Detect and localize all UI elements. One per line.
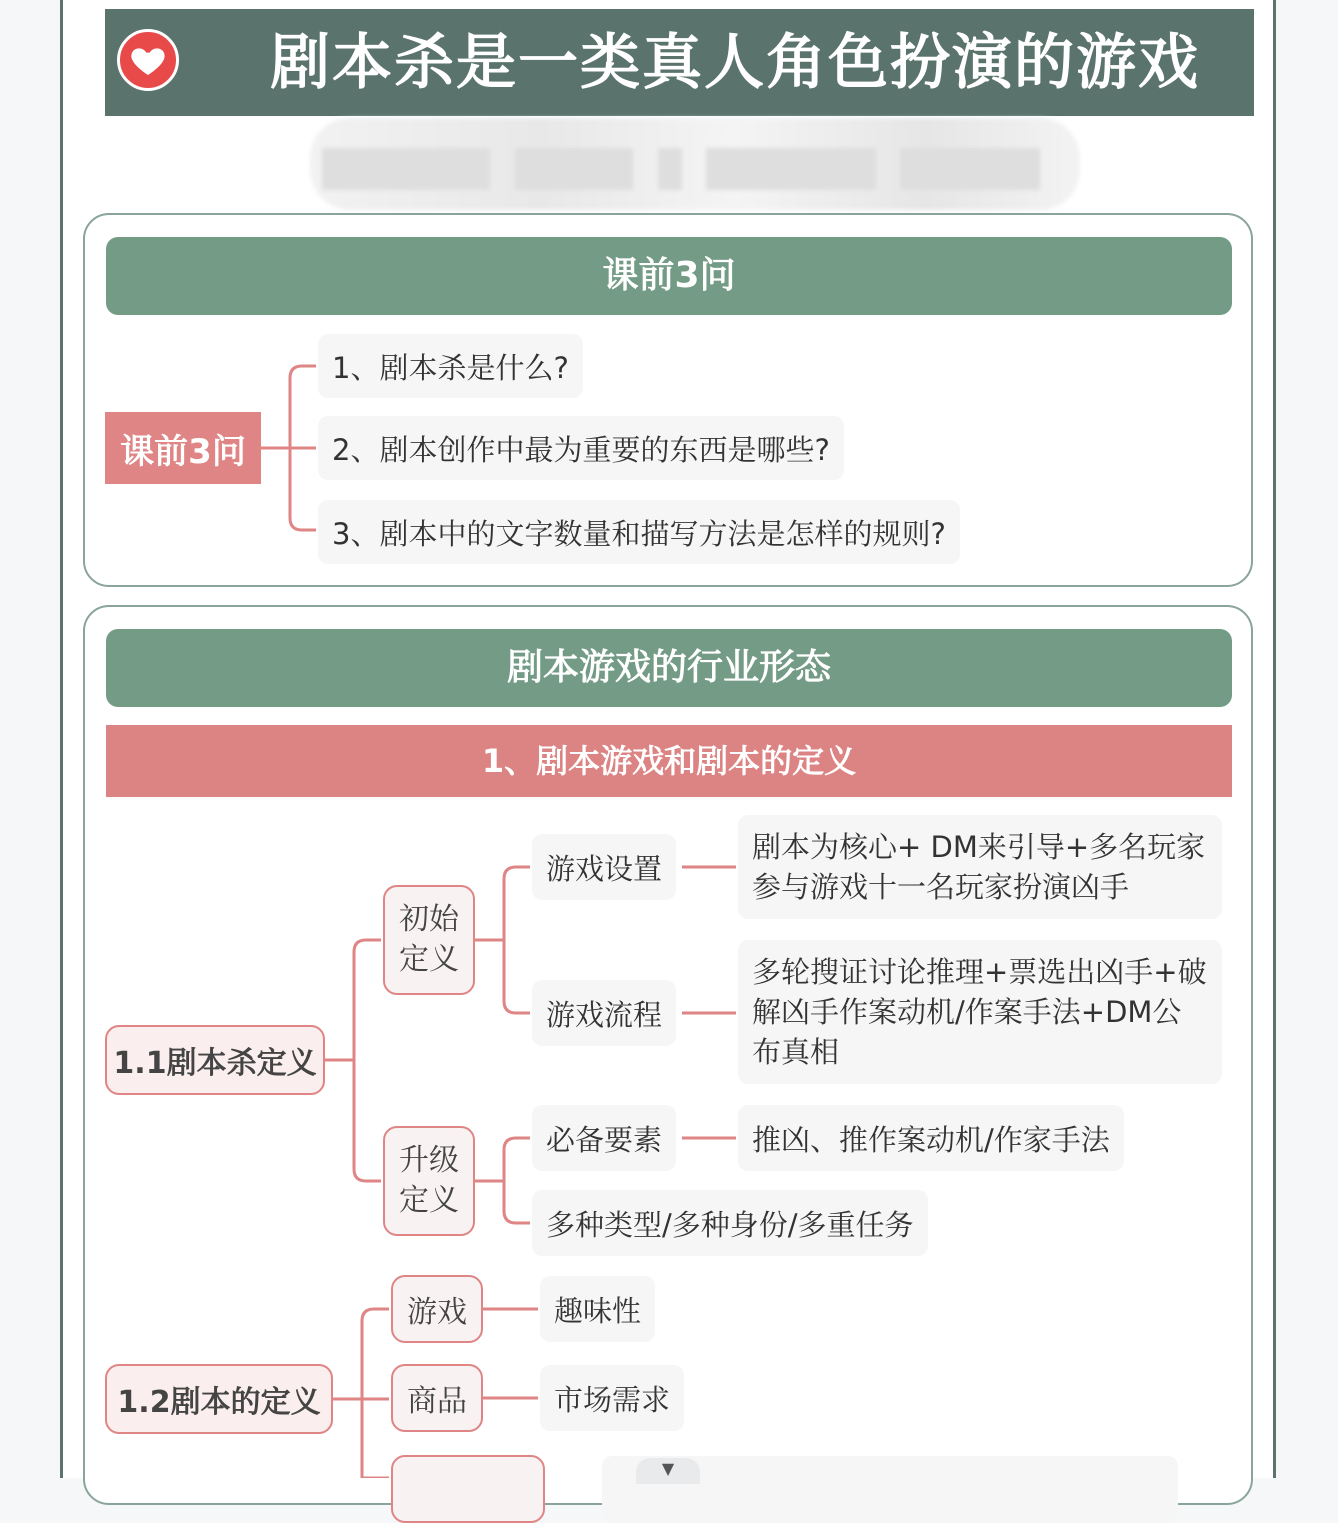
node-murder-mystery-definition: 1.1剧本杀定义 — [105, 1025, 325, 1095]
title-bar — [105, 9, 1254, 116]
node-partial — [391, 1455, 545, 1523]
section-header: 剧本游戏的行业形态 — [106, 629, 1232, 707]
node-game-setting: 游戏设置 — [532, 834, 676, 900]
node-goods: 商品 — [391, 1364, 483, 1432]
node-game-flow: 游戏流程 — [532, 980, 676, 1046]
mindmap-root: 课前3问 — [105, 412, 261, 484]
leaf-market-demand: 市场需求 — [540, 1365, 684, 1431]
leaf-game-flow-desc: 多轮搜证讨论推理+票选出凶手+破解凶手作案动机/作案手法+DM公布真相 — [738, 940, 1222, 1084]
sub-header: 1、剧本游戏和剧本的定义 — [106, 725, 1232, 797]
blurred-subtitle — [310, 118, 1080, 210]
leaf-required-desc: 推凶、推作案动机/作家手法 — [738, 1105, 1124, 1171]
node-game: 游戏 — [391, 1275, 483, 1343]
question-item: 1、剧本杀是什么? — [318, 334, 583, 398]
leaf-variety: 多种类型/多种身份/多重任务 — [532, 1190, 928, 1256]
page-title: 剧本杀是一类真人角色扮演的游戏 — [270, 28, 1200, 98]
question-item: 3、剧本中的文字数量和描写方法是怎样的规则? — [318, 500, 960, 564]
node-initial-definition: 初始定义 — [383, 885, 475, 995]
leaf-game-setting-desc: 剧本为核心+ DM来引导+多名玩家参与游戏十一名玩家扮演凶手 — [738, 815, 1222, 919]
node-upgrade-definition: 升级定义 — [383, 1126, 475, 1236]
node-required-elements: 必备要素 — [532, 1105, 676, 1171]
heart-icon — [117, 29, 179, 91]
chevron-down-icon[interactable]: ▼ — [636, 1458, 700, 1484]
leaf-fun: 趣味性 — [540, 1276, 655, 1342]
question-item: 2、剧本创作中最为重要的东西是哪些? — [318, 416, 844, 480]
node-script-definition: 1.2剧本的定义 — [105, 1364, 333, 1434]
section-header: 课前3问 — [106, 237, 1232, 315]
